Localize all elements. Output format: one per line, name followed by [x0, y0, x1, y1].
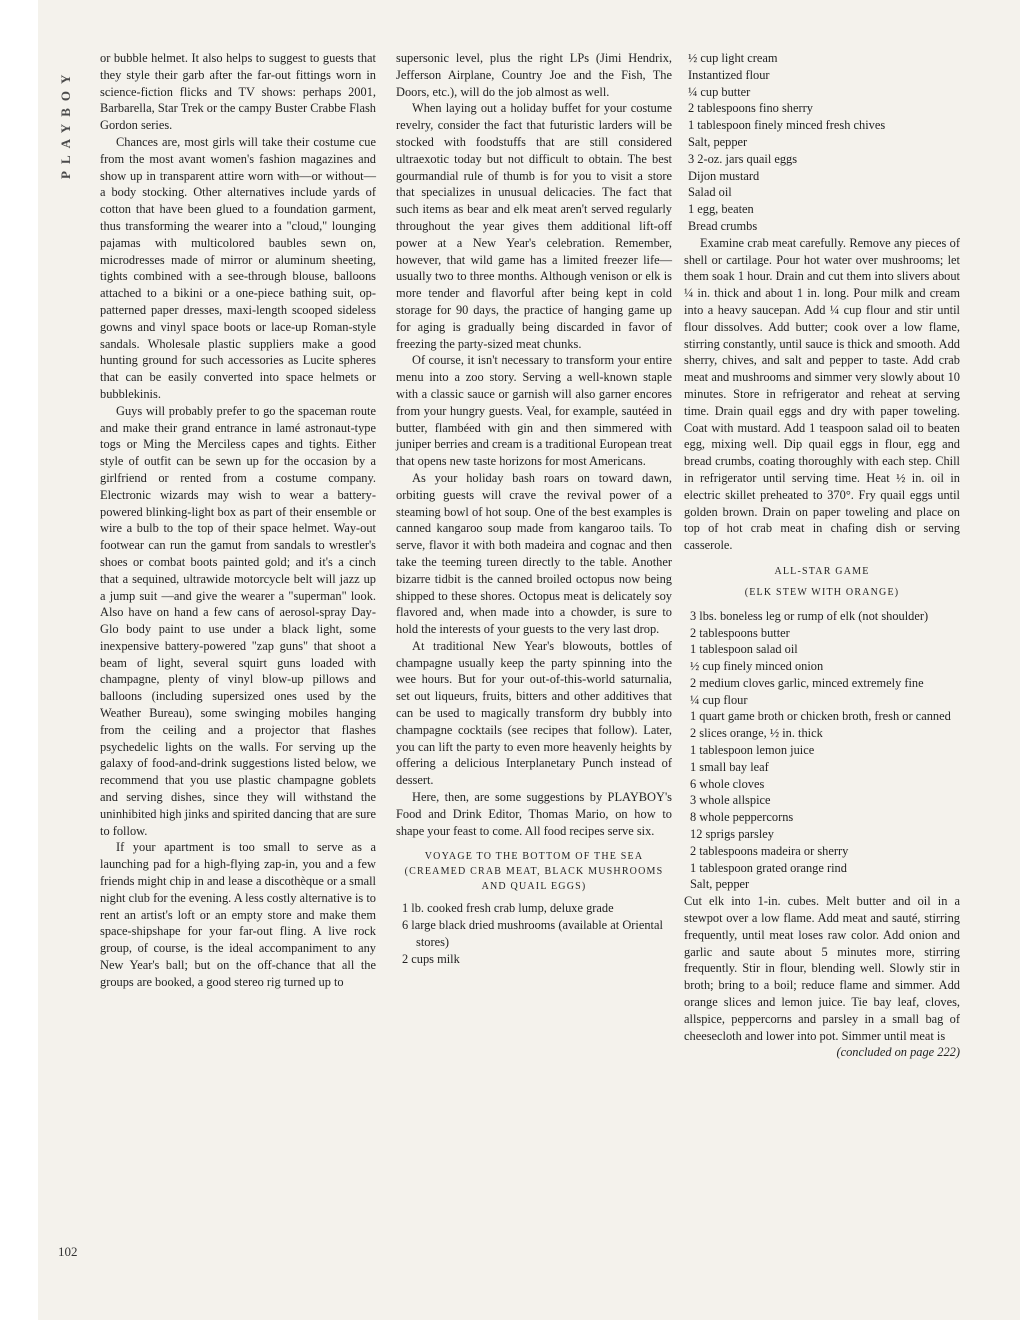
ingredient-item: 1 egg, beaten [688, 202, 754, 217]
continued-note: (concluded on page 222) [836, 1045, 960, 1060]
paragraph: supersonic level, plus the right LPs (Jimi Hendrix, Jefferson Airplane, Country Joe and the Fish, The Doors, etc.), will do the job almost as well. [396, 51, 672, 99]
paragraph: Here, then, are some suggestions by PLAYBOY's Food and Drink Editor, Thomas Mario, on how to shape your feast to come. All food recipes serve six. [396, 790, 672, 838]
ingredient-item: 3 lbs. boneless leg or rump of elk (not shoulder) [690, 608, 929, 623]
ingredient-item: 6 large black dried mushrooms (available at Oriental stores) [402, 918, 663, 950]
ingredient-item: 2 slices orange, ½ in. thick [690, 726, 823, 741]
paragraph: When laying out a holiday buffet for your costume revelry, consider the fact that futuristic larders will be stocked with foodstuffs that are still considered ultraexotic today but not difficult to obtain. The best gourmandial rule of thumb is for you to visit a store that specializes in unusual delicacies. The fact that such items as bear and elk meat aren't served regularly throughout the year gives them additional lift-off power at a New Year's celebration. Remember, however, that wild game has a limited freezer life—usually two to three months. Although venison or elk is more tender and flavorful after being kept in cold storage for 90 days, the practice of hanging game up for aging is gradually being discarded in favor of freezing the party-sized meat chunks. [396, 101, 672, 351]
ingredient-item: Dijon mustard [688, 168, 760, 183]
ingredient-item: ½ cup finely minced onion [690, 659, 824, 674]
ingredient-item: ¼ cup butter [688, 84, 751, 99]
ingredient-item: 1 quart game broth or chicken broth, fresh or canned [690, 709, 951, 724]
ingredient-item: ¼ cup flour [690, 692, 748, 707]
article-column-2 [396, 50, 672, 968]
ingredient-item: 8 whole peppercorns [690, 810, 794, 825]
ingredient-item: 2 tablespoons butter [690, 625, 790, 640]
recipe-directions: Examine crab meat carefully. Remove any pieces of shell or cartilage. Pour hot water over mushrooms; let them soak 1 hour. Drain and cut them into slivers about ¼ in. thick and about 1 in. long. Pour milk and cream into a heavy saucepan. Add ¼ cup flour and stir until flour dissolves. Add butter; cook over a low flame, stirring constantly, until sauce is thick and smooth. Add sherry, chives, and salt and pepper to taste. Add crab meat and mushrooms and simmer very slowly about 10 minutes. Store in refrigerator and reheat at serving time. Drain quail eggs and dry with paper toweling. Coat with mustard. Add 1 teaspoon salad oil to beaten egg, mixing well. Dip quail eggs in flour, egg and bread crumbs, coating thoroughly with each step. Chill in refrigerator until serving time. Heat ½ in. oil in electric skillet preheated to 370°. Fry quail eggs until golden brown. Drain on paper toweling and place on top of hot crab meat in chafing dish or serving casserole. [684, 235, 960, 553]
paragraph: Of course, it isn't necessary to transform your entire menu into a zoo story. Serving a well-known staple with a classic sauce or garnish will also garner encores from your hungry guests. Veal, for example, sautéed in butter, flambéed with gin and then simmered with juniper berries and cream is a traditional European treat that opens new taste horizons for most Americans. [396, 353, 672, 469]
ingredient-item: 1 tablespoon finely minced fresh chives [688, 118, 886, 133]
ingredient-item: Salt, pepper [688, 134, 748, 149]
recipe-title: VOYAGE TO THE BOTTOM OF THE SEA (CREAMED CRAB MEAT, BLACK MUSHROOMS AND QUAIL EGGS) [404, 851, 664, 893]
paragraph: If your apartment is too small to serve as a launching pad for a high-flying zap-in, you and a few friends might chip in and lease a discothèque or a small night club for the evening. A less costly alternative is to rent an artist's loft or an empty store and make them space-shipshape for your far-out fling. A live rock group, of course, is the ideal accompaniment to any New Year's ball; but on the off-chance that all the groups are booked, a good stereo rig turned up to [100, 840, 376, 989]
ingredient-item: 3 whole allspice [690, 793, 771, 808]
paragraph: At traditional New Year's blowouts, bottles of champagne usually keep the party spinning into the wee hours. But for your out-of-this-world saturnalia, set out liqueurs, fruits, bitters and other additives that can be used to magically transform dry bubbly into champagne cocktails (see recipes that follow). Later, you can lift the party to even more heavenly heights by offering a delicious Interplanetary Punch instead of dessert. [396, 638, 672, 788]
ingredient-item: ½ cup light cream [688, 51, 778, 65]
ingredient-item: 2 cups milk [402, 951, 460, 966]
ingredient-item: 1 tablespoon lemon juice [690, 743, 815, 758]
ingredient-item: 2 tablespoons madeira or sherry [690, 843, 849, 858]
ingredient-item: 2 medium cloves garlic, minced extremely fine [690, 675, 924, 690]
page-margin [0, 0, 38, 1320]
paragraph: Chances are, most girls will take their costume cue from the most avant women's fashion magazines and show up in transparent attire worn with—or without—a body stocking. Other alternatives include yards of cotton that have been glued to a foundation garment, thus transforming the wearer into a "cloud," lounging pajamas with multicolored baubles sewn on, microdresses made of mirror or aluminum sheeting, tights combined with a see-through blouse, balloons attached to a bikini or a one-piece bathing suit, op-patterned paper dresses, maxi-length scooped sideless gowns and vinyl space boots or lace-up Roman-style sandals. Wholesale plastic suppliers make a good hunting ground for such accessories as Lucite spheres that can be easily converted into space helmets or bubblekinis. [100, 134, 376, 401]
recipe-subtitle: (ELK STEW WITH ORANGE) [744, 586, 900, 598]
ingredient-item: Instantized flour [688, 67, 770, 82]
article-column-1 [100, 50, 376, 991]
ingredient-item: 1 small bay leaf [690, 759, 769, 774]
ingredient-item: 6 whole cloves [690, 776, 765, 791]
ingredient-item: 2 tablespoons fino sherry [688, 101, 813, 116]
paragraph: Guys will probably prefer to go the spaceman route and make their grand entrance in lamé astronaut-type togs or Ming the Merciless capes and tights. Either style of outfit can be sewn up for the occasion by a girlfriend or rented from a costume company. Electronic wizards may wish to wear a battery-powered blinking-light box as part of their ensemble or wire a bulb to the top of their space helmet. Way-out footwear can run the gamut from sandals to wrestler's shoes or combat boots painted gold; and it's a cinch that a sequined, ultrawide motorcycle belt will jazz up a jump suit —and give the wearer a "superman" look. Also have on hand a few cans of aerosol-spray Day-Glo body paint to use under a black light, some inexpensive battery-powered "zap guns" that shoot a beam of light, several squirt guns loaded with champagne, plenty of vinyl blow-up pillows and balloons (including supersized ones used by the Weather Bureau), some swinging mobiles hanging from the ceiling and a projector that flashes psychedelic lights on the walls. For serving up the galaxy of food-and-drink suggestions listed below, we recommend that you use plastic champagne goblets and serving dishes, since they will withstand the uninhibited high jinks and spirited dancing that are sure to follow. [100, 403, 376, 838]
paragraph: As your holiday bash roars on toward dawn, orbiting guests will crave the revival power of a steaming bowl of hot soup. One of the best examples is canned kangaroo soup made from kangaroo tails. To serve, flavor it with both madeira and cognac and then take the teeming tureen directly to the table. Another bizarre tidbit is the canned broiled octopus now being shipped to these shores. Octopus meat is delicately soy flavored and, when made into a chowder, is sure to hold the interests of your guests to the very last drop. [396, 470, 672, 637]
ingredient-item: 1 tablespoon salad oil [690, 642, 798, 657]
ingredient-item: 12 sprigs parsley [690, 827, 774, 842]
ingredient-item: 1 tablespoon grated orange rind [690, 860, 847, 875]
ingredient-item: Bread crumbs [688, 218, 758, 233]
ingredient-item: Salt, pepper [690, 877, 750, 892]
ingredient-item: 3 2-oz. jars quail eggs [688, 151, 798, 166]
recipe-directions: Cut elk into 1-in. cubes. Melt butter and oil in a stewpot over a low flame. Add meat and sauté, stirring frequently, until meat loses raw color. Add onion and garlic and saute about 5 minutes more, stirring frequently. Stir in flour, blending well. Slowly stir in broth; bring to a boil; reduce flame and simmer. Add orange slices and lemon juice. Tie bay leaf, cloves, allspice, peppercorns and parsley in a small bag of cheesecloth and lower into pot. Simmer until meat is [684, 894, 960, 1043]
magazine-brand: PLAYBOY [58, 67, 73, 179]
ingredient-item: 1 lb. cooked fresh crab lump, deluxe grade [402, 901, 614, 916]
recipe-title: ALL-STAR GAME [774, 565, 870, 577]
paragraph: or bubble helmet. It also helps to suggest to guests that they style their garb after the far-out fittings worn in science-fiction flicks and TV shows: perhaps 2001, Barbarella, Star Trek or the campy Buster Crabbe Flash Gordon series. [100, 51, 376, 133]
page-number: 102 [58, 1244, 78, 1259]
ingredient-item: Salad oil [688, 185, 732, 200]
article-column-3 [684, 50, 960, 1061]
